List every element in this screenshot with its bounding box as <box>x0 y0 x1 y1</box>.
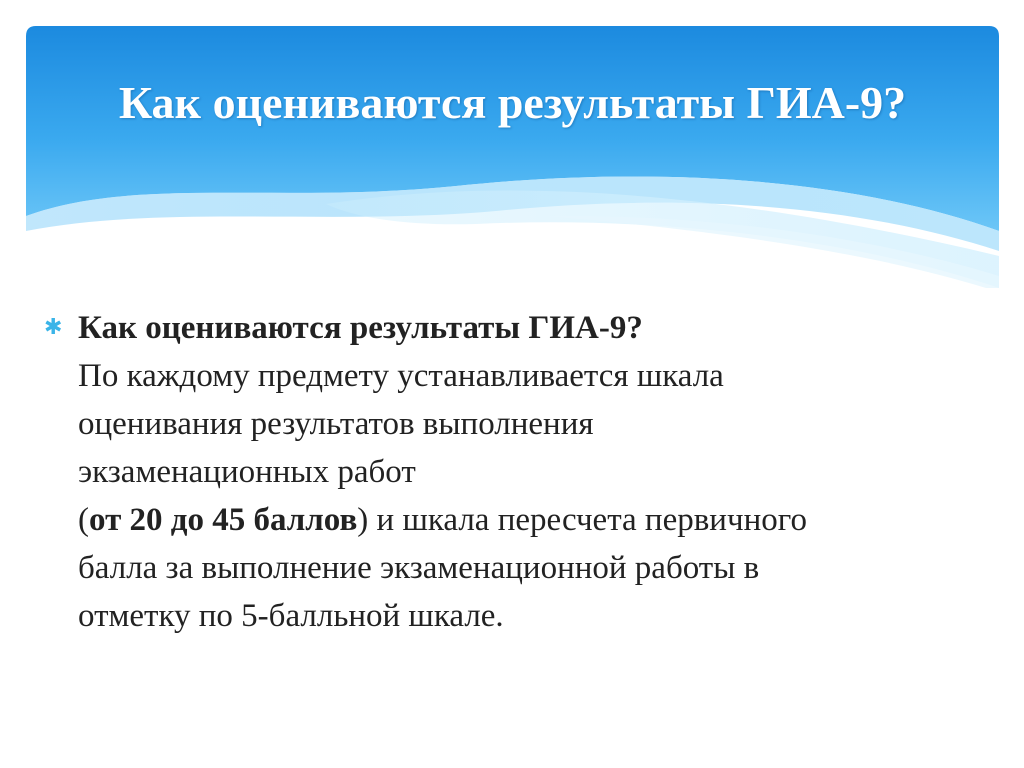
title-banner <box>26 26 999 288</box>
body-line-4-rest: ) и шкала пересчета первичного <box>357 502 807 538</box>
body-line-1: По каждому предмету устанавливается шкала <box>78 358 724 394</box>
bullet-item <box>44 304 974 640</box>
body-line-3: экзаменационных работ <box>78 454 416 490</box>
body-line-4 <box>78 496 974 544</box>
paren-open: ( <box>78 502 89 538</box>
slide-title: Как оцениваются результаты ГИА-9? <box>118 77 907 128</box>
body-line-2: оценивания результатов выполнения <box>78 406 594 442</box>
body-line-6: отметку по 5-балльной шкале. <box>78 598 504 634</box>
body-line-5: балла за выполнение экзаменационной работы в <box>78 550 760 586</box>
bullet-heading: Как оцениваются результаты ГИА-9? <box>78 310 643 346</box>
score-range-emphasis: от 20 до 45 баллов <box>89 502 358 538</box>
slide-body <box>44 304 974 640</box>
wave-banner-graphic <box>26 26 999 288</box>
asterisk-bullet-icon: ✱ <box>44 315 63 340</box>
bullet-text <box>78 304 974 640</box>
